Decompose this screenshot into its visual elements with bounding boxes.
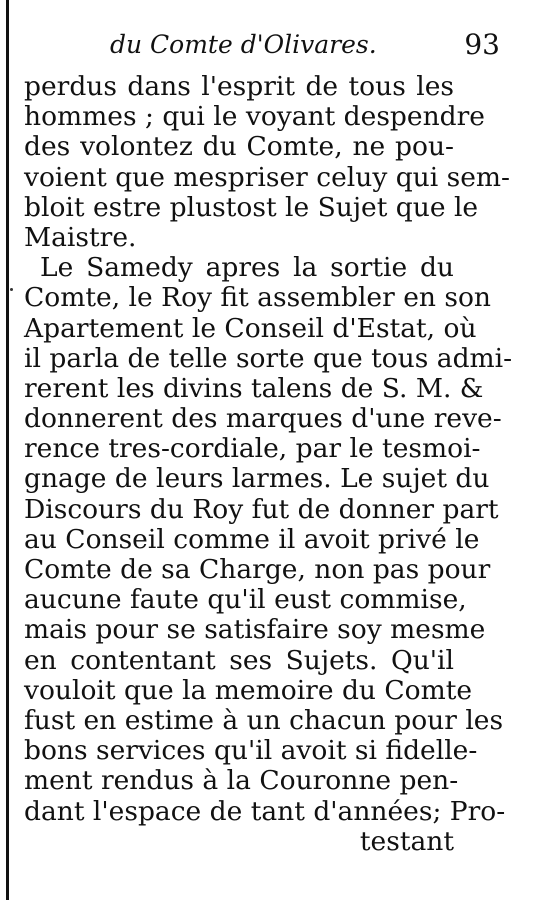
text-line: aucune faute qu'il eust commise, bbox=[24, 584, 467, 616]
page-binding-edge bbox=[6, 0, 9, 900]
text-line: bons services qu'il avoit si fidelle- bbox=[24, 735, 478, 767]
text-line: Maistre. bbox=[24, 221, 137, 253]
page-header bbox=[60, 30, 500, 66]
text-line: Discours du Roy fut de donner part bbox=[24, 493, 499, 525]
text-line: gnage de leurs larmes. Le sujet du bbox=[24, 463, 490, 495]
body-text bbox=[24, 71, 513, 857]
text-line: ment rendus à la Couronne pen- bbox=[24, 765, 459, 797]
text-line: rerent les divins talens de S. M. & bbox=[24, 372, 484, 404]
text-line: donnerent des marques d'une reve- bbox=[24, 403, 502, 435]
page-number: 93 bbox=[464, 28, 500, 61]
text-line: il parla de telle sorte que tous admi- bbox=[24, 342, 513, 374]
catchword: testant bbox=[359, 825, 454, 857]
margin-speck bbox=[10, 288, 13, 291]
text-line: Apartement le Conseil d'Estat, où bbox=[24, 312, 477, 344]
text-line: voient que mespriser celuy qui sem- bbox=[24, 161, 511, 193]
text-line: perdus dans l'esprit de tous les bbox=[24, 71, 454, 102]
text-line: en contentant ses Sujets. Qu'il bbox=[24, 644, 454, 676]
text-line: rence tres-cordiale, par le tesmoi- bbox=[24, 433, 481, 465]
text-line: bloit estre plustost le Sujet que le bbox=[24, 191, 479, 223]
text-line: des volontez du Comte, ne pou- bbox=[24, 131, 454, 163]
text-line: Le Samedy apres la sortie du bbox=[40, 252, 454, 284]
running-head: du Comte d'Olivares. bbox=[110, 30, 377, 59]
text-line: dant l'espace de tant d'années; Pro- bbox=[24, 795, 506, 827]
text-line: hommes ; qui le voyant despendre bbox=[24, 101, 485, 133]
text-line: fust en estime à un chacun pour les bbox=[24, 704, 504, 736]
text-line: au Conseil comme il avoit privé le bbox=[24, 523, 480, 555]
text-line: Comte de sa Charge, non pas pour bbox=[24, 554, 491, 585]
text-line: Comte, le Roy fit assembler en son bbox=[24, 282, 491, 314]
text-line: vouloit que la memoire du Comte bbox=[24, 674, 473, 706]
text-line: mais pour se satisfaire soy mesme bbox=[24, 614, 486, 646]
